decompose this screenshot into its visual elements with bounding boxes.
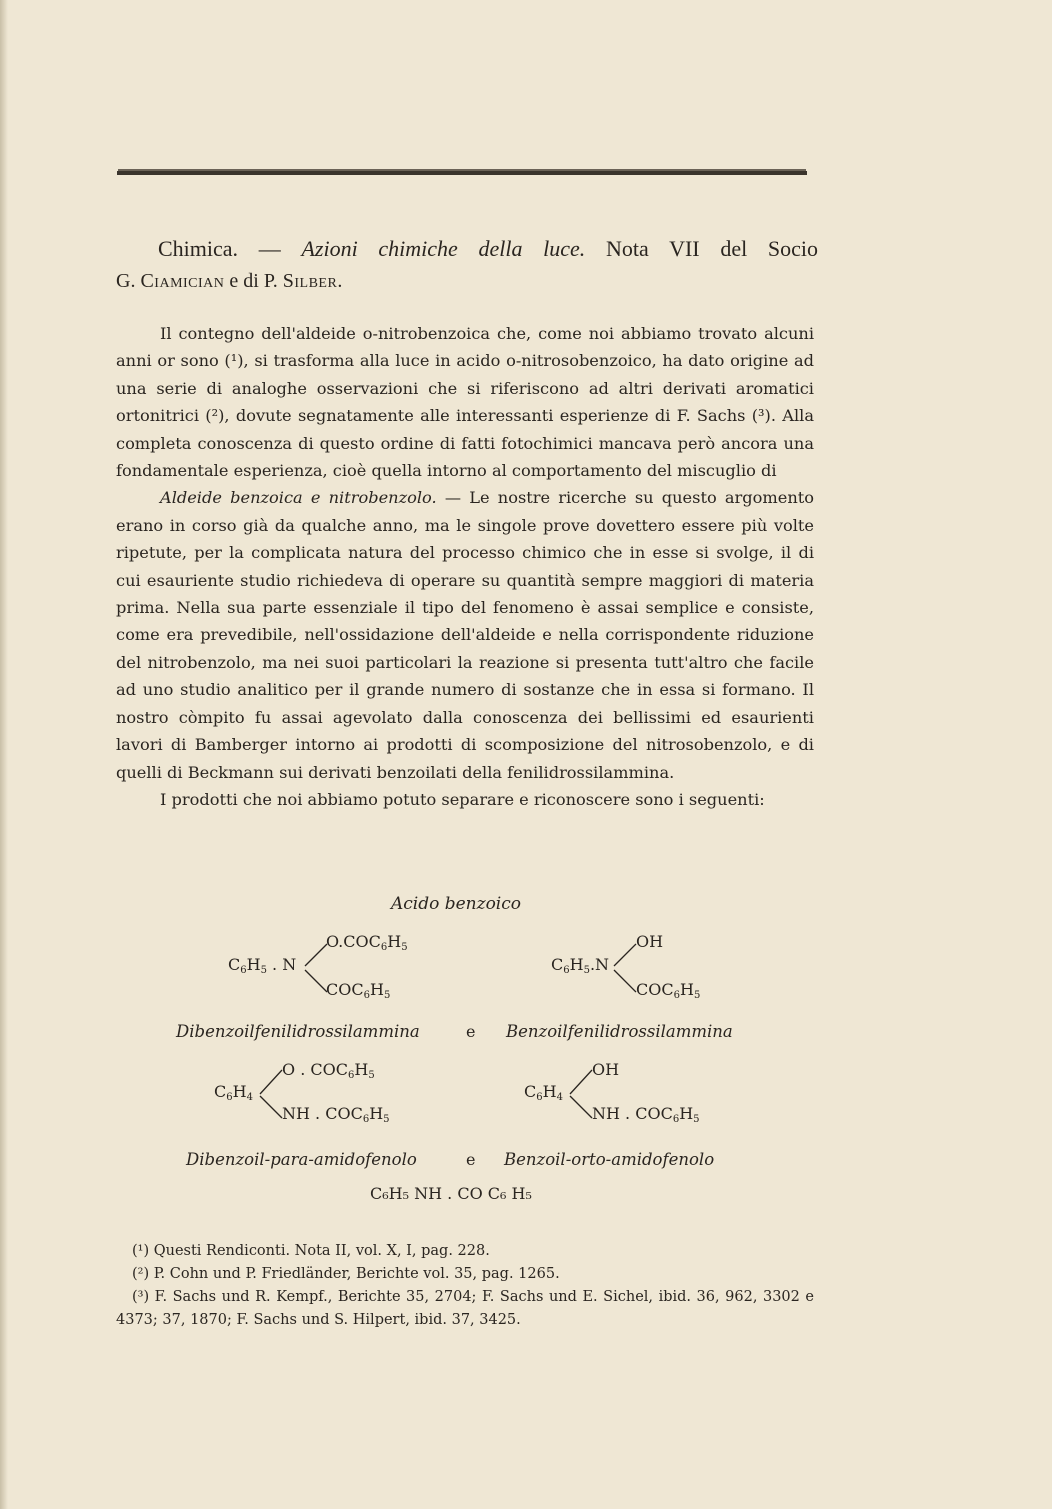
body-text (116, 320, 814, 813)
formula-1-top: $O.COC_6H_5$ (326, 932, 408, 953)
header-rule (117, 171, 807, 175)
conjunction-1: e (466, 1022, 476, 1041)
author-initial: G. (116, 270, 136, 292)
formula-3-top: O . $COC_6H_5$ (282, 1060, 375, 1081)
title-dash: — (258, 236, 281, 261)
formula-4-base: $C_6H_4$ (524, 1082, 563, 1103)
formula-2-base: $C_6H_5.N$ (551, 955, 610, 976)
paragraph-3: I prodotti che noi abbiamo potuto separare e riconoscere sono i seguenti: (160, 789, 765, 809)
author-1: Ciamician (140, 270, 225, 292)
footnotes (116, 1240, 814, 1332)
formula-1-base: $C_6H_5$ . N (228, 955, 297, 976)
footnote-2: (²) P. Cohn und P. Friedländer, Berichte vol. 35, pag. 1265. (132, 1266, 560, 1282)
subheading-italic: Aldeide benzoica e nitrobenzolo. (160, 488, 437, 508)
footnote-1: (¹) Questi Rendiconti. Nota II, vol. X, I, pag. 228. (132, 1243, 490, 1259)
formula-2-top: OH (636, 932, 664, 951)
formula-1-bottom: $COC_6H_5$ (326, 980, 391, 1001)
title-note: Nota VII del Socio (606, 236, 819, 261)
paragraph-1: Il contegno dell'aldeide o-nitrobenzoica che, come noi abbiamo trovato alcuni anni or sono (¹), si trasforma alla luce in acido o-nitrosobenzoico, ha dato origine ad una serie di analoghe osservazioni che si riferiscono ad altri derivati aromatici ortonitrici (²), dovute segnatamente alle interessanti esperienze di F. Sachs (³). Alla completa conoscenza di questo ordine di fatti fotochimici mancava però ancora una fondamentale esperienza, cioè quella intorno al comportamento del miscuglio di (116, 324, 814, 481)
title-italic: Azioni chimiche della luce. (301, 236, 586, 261)
formula-2-bottom: $COC_6H_5$ (636, 980, 701, 1001)
article-title (158, 234, 818, 264)
formula-3-branch (258, 1066, 284, 1122)
page-edge (0, 0, 8, 1509)
author-2: Silber. (282, 270, 343, 292)
compound-label-1: Dibenzoilfenilidrossilammina (176, 1022, 420, 1041)
formula-2-branch (612, 940, 638, 996)
authors-line (116, 266, 343, 296)
formula-4-top: OH (592, 1060, 620, 1079)
formula-3-bottom: NH . $COC_6H_5$ (282, 1104, 390, 1125)
compound-label-3: Dibenzoil-para-amidofenolo (186, 1150, 417, 1169)
compound-label-4: Benzoil-orto-amidofenolo (504, 1150, 715, 1169)
author-join: e di P. (229, 270, 278, 292)
formula-5: C₆H₅ NH . CO C₆ H₅ (370, 1184, 532, 1203)
formula-4-branch (568, 1066, 594, 1122)
compound-heading: Acido benzoico (390, 894, 522, 914)
formula-4-bottom: NH . $COC_6H_5$ (592, 1104, 700, 1125)
compound-label-2: Benzoilfenilidrossilammina (506, 1022, 733, 1041)
section-name: Chimica. (158, 236, 239, 261)
conjunction-2: e (466, 1150, 476, 1169)
formula-3-base: $C_6H_4$ (214, 1082, 253, 1103)
paragraph-2-text: — Le nostre ricerche su questo argomento erano in corso già da qualche anno, ma le singole prove dovettero essere più volte ripetute, per la complicata natura del processo chimico che in esse si svolge, il di cui esauriente studio richiedeva di operare su quantità sempre maggiori di materia prima. Nella sua parte essenziale il tipo del fenomeno è assai semplice e consiste, come era prevedibile, nell'ossidazione dell'aldeide e nella corrispondente riduzione del nitrobenzolo, ma nei suoi particolari la reazione si presenta tutt'altro che facile ad uno studio analitico per il grande numero di sostanze che in essa si formano. Il nostro còmpito fu assai agevolato dalla conoscenza dei bellissimi ed esaurienti lavori di Bamberger intorno ai prodotti di scomposizione del nitrosobenzolo, e di quelli di Beckmann sui derivati benzoilati della fenilidrossilammina. (116, 488, 814, 782)
paragraph-2 (116, 484, 814, 785)
footnote-3: (³) F. Sachs und R. Kempf., Berichte 35, 2704; F. Sachs und E. Sichel, ibid. 36, 962, 3302 e 4373; 37, 1870; F. Sachs und S. Hilpert, ibid. 37, 3425. (116, 1289, 814, 1328)
